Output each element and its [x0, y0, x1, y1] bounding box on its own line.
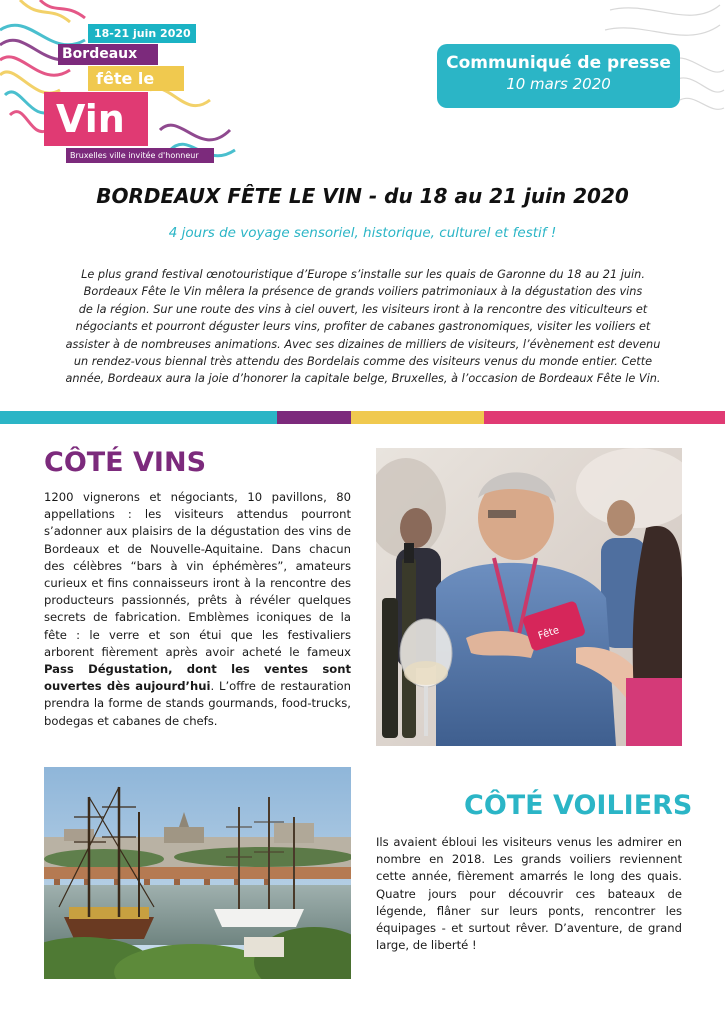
- subheadline: 4 jours de voyage sensoriel, historique, culturel et festif !: [168, 225, 557, 241]
- headline: BORDEAUX FÊTE LE VIN - du 18 au 21 juin 2020: [96, 184, 629, 208]
- vins-text-end: . L’offre de restauration prendra la forme de stands gourmands, food-trucks, bodegas et cabanes de chefs.: [44, 679, 351, 728]
- logo-bordeaux: Bordeaux: [58, 44, 158, 65]
- band-pink: [484, 411, 725, 424]
- section-title-vins: CÔTÉ VINS: [44, 447, 207, 478]
- band-purple: [277, 411, 351, 424]
- pass-degustation-highlight: Pass Dégustation, dont les ventes sont ouvertes dès aujourd’hui: [44, 662, 351, 694]
- section-title-voiliers: CÔTÉ VOILIERS: [464, 790, 693, 821]
- logo-guest-city: Bruxelles ville invitée d'honneur: [66, 148, 214, 163]
- intro-line: un rendez-vous biennal très attendu des Bordelais comme des visiteurs venus du monde entier. Cette: [73, 355, 653, 369]
- intro-line: négociants et pourront déguster leurs vins, profiter de cabanes gastronomiques, visiter les voiliers et: [75, 320, 651, 334]
- logo-fete-le: fête le: [88, 66, 184, 91]
- section-text-voiliers: Ils avaient ébloui les visiteurs venus les admirer en nombre en 2018. Les grands voiliers reviennent cette année, fièrement amarrés le long des quais. Quatre jours pour découvrir ces bateaux de légende, flâner sur leurs ponts, rencontrer les équipages - et surtout rêver. D’aventure, de grand large, de liberté !: [376, 835, 682, 953]
- intro-line: Bordeaux Fête le Vin mêlera la présence de grands voiliers patrimoniaux à la dégustation des vins: [83, 285, 643, 299]
- press-title: Communiqué de presse: [446, 53, 671, 73]
- festival-logo: [0, 0, 240, 170]
- wine-tasting-photo: [376, 448, 682, 746]
- tall-ships-photo: [44, 767, 351, 979]
- press-date: 10 mars 2020: [506, 75, 611, 93]
- intro-line: assister à de nombreuses animations. Avec ses dizaines de milliers de visiteurs, l’évènement est devenu: [65, 337, 661, 351]
- logo-dates: 18-21 juin 2020: [88, 24, 196, 43]
- vins-text-start: 1200 vignerons et négociants, 10 pavillons, 80 appellations : les visiteurs attendus pourront s’adonner aux plaisirs de la dégustation des vins de Bordeaux et de Nouvelle-Aquitaine. Dans chacun des célèbres “bars à vin éphémères”, amateurs curieux et fins connaisseurs iront à la rencontre des producteurs passionnés, prêts à révéler quelques secrets de fabrication. Emblèmes iconiques de la fête : le verre et son étui que les festivaliers arborent fièrement après avoir acheté le fameux: [44, 490, 351, 659]
- intro-line: année, Bordeaux aura la joie d’honorer la capitale belge, Bruxelles, à l’occasion de Bordeaux Fête le Vin.: [65, 372, 661, 386]
- wine-tasting-illustration: [376, 448, 682, 746]
- intro-line: de la région. Sur une route des vins à ciel ouvert, les visiteurs iront à la rencontre des viticulteurs et: [78, 302, 648, 316]
- svg-text:Fête: Fête: [536, 624, 561, 643]
- tall-ships-illustration: [44, 767, 351, 979]
- section-text-vins: [44, 489, 351, 730]
- intro-line: Le plus grand festival œnotouristique d’Europe s’installe sur les quais de Garonne du 18 au 21 juin.: [81, 268, 645, 281]
- band-teal: [0, 411, 277, 424]
- press-release-badge: [437, 44, 680, 108]
- intro-paragraph: [54, 266, 672, 388]
- band-yellow: [351, 411, 484, 424]
- logo-vin: Vin: [44, 92, 148, 146]
- color-divider-band: [0, 411, 725, 424]
